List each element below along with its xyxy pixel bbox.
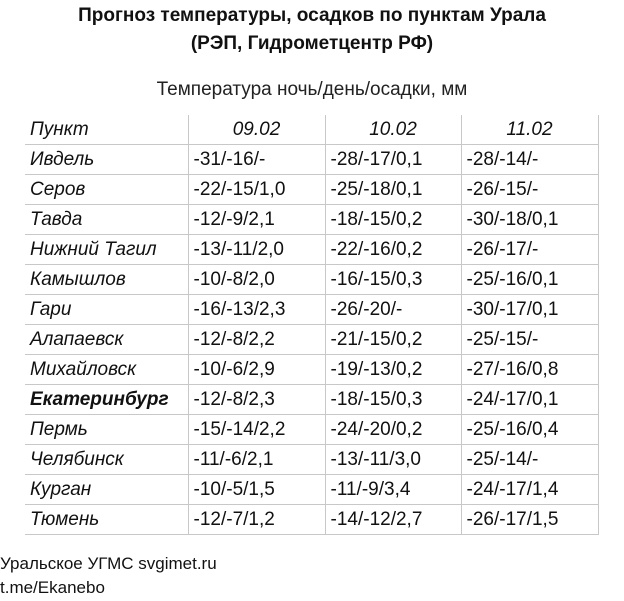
city-name-cell: Тавда [25, 205, 188, 235]
city-name-cell: Михайловск [25, 355, 188, 385]
forecast-cell: -12/-7/1,2 [188, 505, 325, 535]
forecast-cell: -14/-12/2,7 [325, 505, 461, 535]
forecast-cell: -10/-5/1,5 [188, 475, 325, 505]
column-header-date: 10.02 [325, 115, 461, 145]
table-row [25, 145, 598, 175]
forecast-cell: -11/-6/2,1 [188, 445, 325, 475]
table-row [25, 505, 598, 535]
forecast-cell: -26/-15/- [461, 175, 598, 205]
source-credit: Уральское УГМС svgimet.ru [0, 554, 217, 573]
city-name-cell: Ивдель [25, 145, 188, 175]
forecast-cell: -26/-17/- [461, 235, 598, 265]
forecast-cell: -25/-14/- [461, 445, 598, 475]
forecast-cell: -19/-13/0,2 [325, 355, 461, 385]
forecast-table [25, 115, 599, 535]
forecast-cell: -10/-8/2,0 [188, 265, 325, 295]
forecast-cell: -13/-11/2,0 [188, 235, 325, 265]
table-row [25, 175, 598, 205]
channel-credit: t.me/Ekanebo [0, 578, 105, 597]
table-row [25, 355, 598, 385]
city-name-cell: Тюмень [25, 505, 188, 535]
column-header-date: 11.02 [461, 115, 598, 145]
forecast-cell: -22/-15/1,0 [188, 175, 325, 205]
forecast-cell: -25/-16/0,1 [461, 265, 598, 295]
forecast-cell: -16/-13/2,3 [188, 295, 325, 325]
forecast-cell: -24/-20/0,2 [325, 415, 461, 445]
table-row [25, 415, 598, 445]
forecast-cell: -25/-18/0,1 [325, 175, 461, 205]
table-row [25, 475, 598, 505]
column-header-point: Пункт [25, 115, 188, 145]
table-row [25, 295, 598, 325]
table-row [25, 325, 598, 355]
forecast-cell: -16/-15/0,3 [325, 265, 461, 295]
city-name-cell: Челябинск [25, 445, 188, 475]
table-caption: Температура ночь/день/осадки, мм [156, 79, 468, 100]
forecast-cell: -18/-15/0,3 [325, 385, 461, 415]
page-title: Прогноз температуры, осадков по пунктам Урала [78, 5, 546, 26]
forecast-cell: -26/-17/1,5 [461, 505, 598, 535]
column-header-date: 09.02 [188, 115, 325, 145]
forecast-cell: -25/-16/0,4 [461, 415, 598, 445]
table-row [25, 235, 598, 265]
forecast-cell: -21/-15/0,2 [325, 325, 461, 355]
forecast-cell: -31/-16/- [188, 145, 325, 175]
forecast-cell: -11/-9/3,4 [325, 475, 461, 505]
forecast-cell: -26/-20/- [325, 295, 461, 325]
forecast-cell: -30/-17/0,1 [461, 295, 598, 325]
forecast-cell: -28/-14/- [461, 145, 598, 175]
table-row [25, 265, 598, 295]
forecast-cell: -24/-17/1,4 [461, 475, 598, 505]
city-name-cell: Гари [25, 295, 188, 325]
forecast-cell: -12/-8/2,3 [188, 385, 325, 415]
city-name-cell: Пермь [25, 415, 188, 445]
forecast-cell: -12/-8/2,2 [188, 325, 325, 355]
forecast-cell: -13/-11/3,0 [325, 445, 461, 475]
forecast-cell: -25/-15/- [461, 325, 598, 355]
forecast-cell: -24/-17/0,1 [461, 385, 598, 415]
forecast-cell: -12/-9/2,1 [188, 205, 325, 235]
table-row [25, 205, 598, 235]
table-row-highlighted [25, 385, 598, 415]
city-name-cell-highlighted: Екатеринбург [25, 385, 188, 415]
forecast-cell: -30/-18/0,1 [461, 205, 598, 235]
table-row [25, 445, 598, 475]
city-name-cell: Нижний Тагил [25, 235, 188, 265]
city-name-cell: Курган [25, 475, 188, 505]
city-name-cell: Алапаевск [25, 325, 188, 355]
forecast-cell: -15/-14/2,2 [188, 415, 325, 445]
forecast-cell: -27/-16/0,8 [461, 355, 598, 385]
forecast-cell: -22/-16/0,2 [325, 235, 461, 265]
forecast-cell: -10/-6/2,9 [188, 355, 325, 385]
city-name-cell: Серов [25, 175, 188, 205]
city-name-cell: Камышлов [25, 265, 188, 295]
forecast-cell: -18/-15/0,2 [325, 205, 461, 235]
table-header-row [25, 115, 598, 145]
forecast-cell: -28/-17/0,1 [325, 145, 461, 175]
page-title-source: (РЭП, Гидрометцентр РФ) [190, 33, 434, 54]
